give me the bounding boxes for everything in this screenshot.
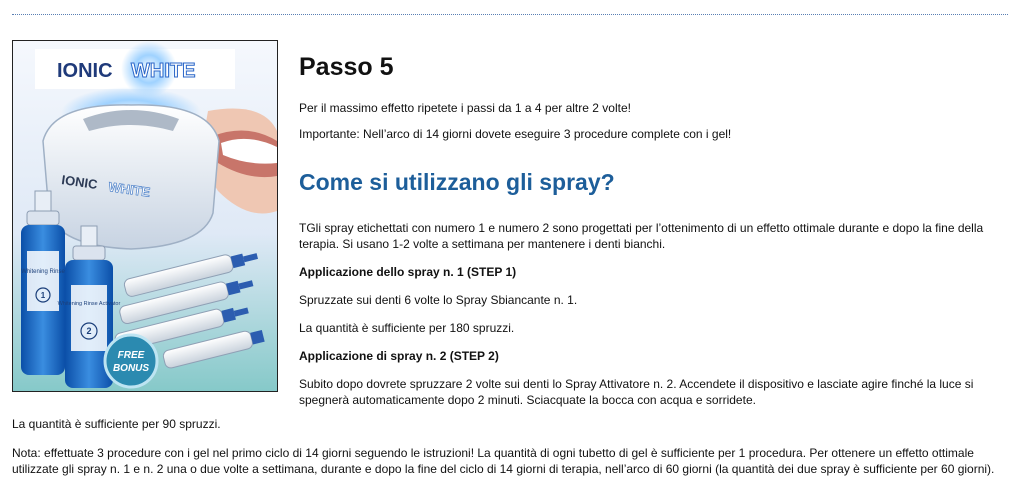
product-image [12,40,278,392]
device-text-main: IONIC [60,172,99,192]
spray2-quantity: La quantità è sufficiente per 90 spruzzi. [12,417,221,431]
step-paragraph-2: Importante: Nell’arco di 14 giorni dovete eseguire 3 procedure complete con i gel! [299,127,732,141]
logo-text-main: IONIC [57,60,113,82]
spray1-heading: Applicazione dello spray n. 1 (STEP 1) [299,265,517,279]
step-paragraph-1: Per il massimo effetto ripetete i passi da 1 a 4 per altre 2 volte! [299,101,631,115]
spray-intro: TGli spray etichettati con numero 1 e numero 2 sono progettati per l’ottenimento di un effetto ottimale durante e dopo la fine della terapia. Si usano 1-2 volte a settimana per mantenere i denti bianchi. [299,221,984,251]
bottle2-number: 2 [86,326,92,336]
bottle1-label: Whitening Rinse [21,269,65,275]
dotted-divider [12,14,1008,15]
free-bonus-badge [105,335,157,387]
logo-text-accent: WHITE [131,60,196,82]
spray-bottle-1 [21,191,66,375]
badge-line1: FREE [117,350,145,361]
note-paragraph: Nota: effettuate 3 procedure con i gel nel primo ciclo di 14 giorni seguendo le istruzioni! La quantità di ogni tubetto di gel è sufficiente per 1 procedura. Per ottenere un effetto ottimale utilizzate gli spray n. 1 e n. 2 una o due volte a settimana, durante e dopo la fine del ciclo di 14 giorni di terapia, nell’arco di 60 giorni (la quantità dei due spray è sufficiente per 60 giorni). [12,446,995,476]
instructions-content [299,52,1004,420]
spray-section-title: Come si utilizzano gli spray? [299,169,615,195]
bottle1-number: 1 [40,291,46,300]
badge-line2: BONUS [112,363,150,374]
spray2-heading: Applicazione di spray n. 2 (STEP 2) [299,349,499,363]
step-title: Passo 5 [299,53,394,81]
product-illustration [13,41,277,391]
spray2-text: Subito dopo dovrete spruzzare 2 volte sui denti lo Spray Attivatore n. 2. Accendete il dispositivo e lasciate agire finché la luce si spegnerà automaticamente dopo 2 minuti. Sciacquate la bocca con acqua e sorridete. [299,377,974,407]
bottle2-label: Whitening Rinse Activator [57,301,121,307]
device-text-accent: WHITE [107,179,152,200]
spray1-quantity: La quantità è sufficiente per 180 spruzzi. [299,321,515,335]
spray1-text: Spruzzate sui denti 6 volte lo Spray Sbiancante n. 1. [299,293,578,307]
